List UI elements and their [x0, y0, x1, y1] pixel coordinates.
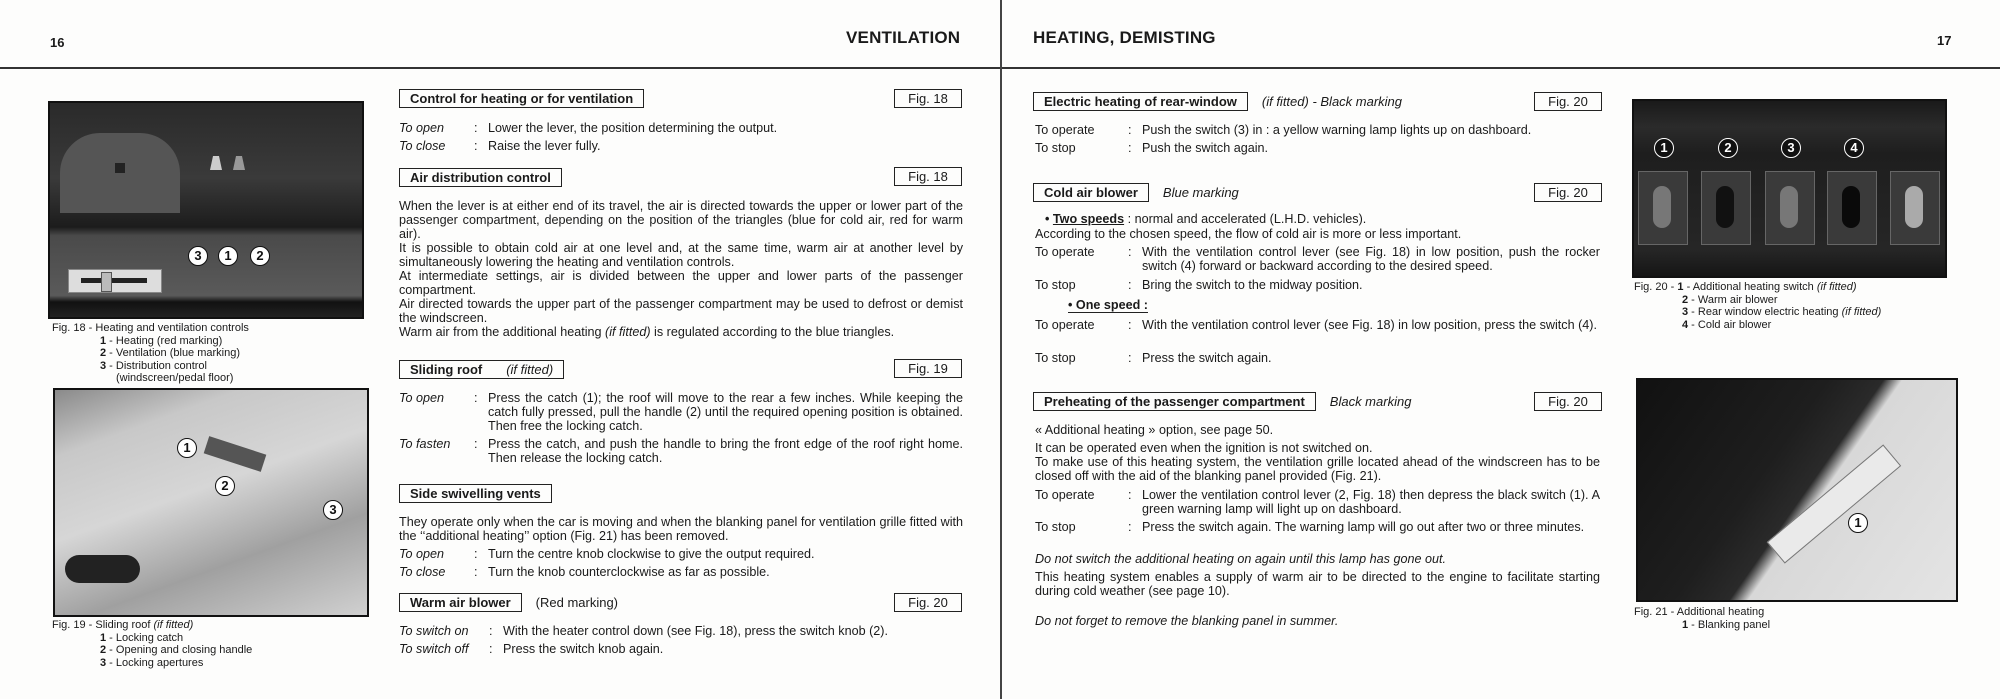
preheating-engine-note: This heating system enables a supply of warm air to be directed to the engine to facilitate starting during cold weather (see page 10).	[1035, 570, 1600, 598]
instruction-row: To operate : Push the switch (3) in : a yellow warning lamp lights up on dashboard.	[1035, 123, 1532, 137]
section-cold-blower-heading	[1033, 183, 1239, 202]
air-distribution-body: When the lever is at either end of its travel, the air is directed towards the upper or lower part of the passenger compartment, depending on the position of the triangles (blue for cold air, red for warm air). It is possible to obtain cold air at one level and, at the same time, warm air at another level by simultaneously lowering the heating and ventilation controls. At intermediate settings, air is divided between the upper and lower parts of the passenger compartment. Air directed towards the upper part of the passenger compartment may be used to defrost or demist the windscreen. Warm air from the additional heating (if fitted) is regulated according to the blue triangles.	[399, 199, 963, 339]
instruction-row: To open : Turn the centre knob clockwise to give the output required.	[399, 547, 815, 561]
section-title: Warm air blower	[399, 593, 522, 612]
fig18-caption-item: 1 - Heating (red marking)	[100, 334, 223, 347]
distribution-slider	[68, 269, 162, 293]
fig-reference: Fig. 20	[1534, 92, 1602, 111]
left-header-rule	[0, 67, 1000, 69]
section-control-heading	[399, 89, 644, 108]
instruction-row: To stop : Push the switch again.	[1035, 141, 1269, 155]
fig20-callout: 1	[1654, 138, 1674, 158]
instruction-row: To switch off : Press the switch knob again.	[399, 642, 664, 656]
fig19-callout: 3	[323, 500, 343, 520]
fig21-callout: 1	[1848, 513, 1868, 533]
preheating-body: It can be operated even when the ignition is not switched on. To make use of this heating system, the ventilation grille located ahead of the windscreen has to be closed off with the aid of the blanking panel provided (Fig. 21).	[1035, 441, 1600, 483]
section-title: Preheating of the passenger compartment	[1033, 392, 1316, 411]
fig20-caption: Fig. 20 - 1 - Additional heating switch (if fitted) 2 - Warm air blower 3 - Rear window electric heating (if fitted) 4 - Cold air blower	[1634, 281, 1882, 331]
one-speed-bullet: • One speed :	[1068, 298, 1149, 312]
left-page-number: 16	[50, 35, 65, 50]
fig-reference: Fig. 19	[894, 359, 962, 378]
section-title: Control for heating or for ventilation	[399, 89, 644, 108]
fig-reference: Fig. 18	[894, 167, 962, 186]
fig20-callout: 2	[1718, 138, 1738, 158]
fig-reference: Fig. 20	[1534, 183, 1602, 202]
left-running-title: VENTILATION	[846, 28, 961, 47]
fig18-caption-item: (windscreen/pedal floor)	[116, 372, 234, 384]
marking-note: Blue marking	[1162, 185, 1239, 200]
fig18-caption	[52, 322, 249, 385]
fan-symbol-icon	[115, 163, 125, 173]
dash-vent-housing	[60, 133, 180, 213]
preheating-option-line: « Additional heating » option, see page 50.	[1035, 423, 1274, 437]
marking-note: (Red marking)	[535, 595, 619, 610]
fig18-callout: 2	[250, 246, 270, 266]
warm-air-blower-switch	[1701, 171, 1751, 245]
preheating-summer-warning: Do not forget to remove the blanking panel in summer.	[1035, 614, 1339, 628]
instruction-row: To stop : Bring the switch to the midway position.	[1035, 278, 1363, 292]
marking-note: Black marking	[1329, 394, 1412, 409]
fig19-callout: 1	[177, 438, 197, 458]
fig18-dashboard-photo	[48, 101, 364, 319]
fig18-caption-title: Fig. 18 - Heating and ventilation controls	[52, 322, 249, 334]
two-speeds-bullet: • Two speeds : normal and accelerated (L.H.D. vehicles).	[1045, 212, 1367, 226]
fig20-caption-item: 2 - Warm air blower	[1682, 293, 1778, 306]
fig21-caption-item: 1 - Blanking panel	[1682, 618, 1771, 631]
fig-reference: Fig. 18	[894, 89, 962, 108]
section-title: Side swivelling vents	[399, 484, 552, 503]
fig-reference: Fig. 20	[894, 593, 962, 612]
section-air-distribution-heading	[399, 168, 562, 187]
section-title: Cold air blower	[1033, 183, 1149, 202]
fig20-callout: 3	[1781, 138, 1801, 158]
fig20-callout: 4	[1844, 138, 1864, 158]
instruction-row: To operate : With the ventilation control lever (see Fig. 18) in low position, push the rocker switch (4) forward or backward according to the desired speed.	[1035, 245, 1600, 273]
fig18-caption-item: 3 - Distribution control	[100, 359, 207, 372]
section-sliding-roof-heading	[399, 360, 564, 379]
section-title: Sliding roof (if fitted)	[399, 360, 564, 379]
fig18-callout: 1	[218, 246, 238, 266]
instruction-row: To stop : Press the switch again.	[1035, 351, 1272, 365]
cold-air-blower-switch	[1827, 171, 1877, 245]
cold-blower-body: According to the chosen speed, the flow of cold air is more or less important.	[1035, 227, 1462, 241]
instruction-row: To open : Lower the lever, the position determining the output.	[399, 121, 778, 135]
marking-note: (if fitted) - Black marking	[1261, 94, 1403, 109]
fig19-caption-title: Fig. 19 - Sliding roof (if fitted)	[52, 619, 194, 631]
right-page-number: 17	[1937, 33, 1952, 48]
section-preheating-heading	[1033, 392, 1411, 411]
fig20-switch-panel-photo	[1632, 99, 1947, 278]
fig20-caption-item: 4 - Cold air blower	[1682, 318, 1772, 331]
fig19-caption-item: 2 - Opening and closing handle	[100, 644, 253, 656]
section-warm-blower-heading	[399, 593, 618, 612]
fig18-callout: 3	[188, 246, 208, 266]
fig-reference: Fig. 20	[1534, 392, 1602, 411]
roof-handle	[204, 436, 267, 472]
instruction-row: To operate : Lower the ventilation control lever (2, Fig. 18) then depress the black switch (1). A green warning lamp will light up on dashboard.	[1035, 488, 1600, 516]
fig19-sliding-roof-photo	[53, 388, 369, 617]
right-header-rule	[1002, 67, 2000, 69]
instruction-row: To close : Raise the lever fully.	[399, 139, 601, 153]
fig19-callout: 2	[215, 476, 235, 496]
instruction-row: To close : Turn the knob counterclockwise as far as possible.	[399, 565, 770, 579]
instruction-row: To operate : With the ventilation control lever (see Fig. 18) in low position, press the switch (4).	[1035, 318, 1597, 332]
fig19-caption-item: 1 - Locking catch	[100, 631, 184, 644]
heating-lever	[210, 156, 222, 170]
fig19-caption	[52, 619, 252, 669]
instruction-row: To stop : Press the switch again. The warning lamp will go out after two or three minutes.	[1035, 520, 1585, 534]
rear-window-heating-switch	[1765, 171, 1815, 245]
rear-view-mirror	[65, 555, 140, 583]
additional-heating-switch	[1638, 171, 1688, 245]
fig20-caption-item: 3 - Rear window electric heating (if fitted)	[1682, 306, 1882, 318]
section-title: Electric heating of rear-window	[1033, 92, 1248, 111]
fig21-blanking-panel-photo	[1636, 378, 1958, 602]
fig19-caption-item: 3 - Locking apertures	[100, 656, 204, 669]
page-gutter-divider	[1000, 0, 1002, 699]
fig18-caption-item: 2 - Ventilation (blue marking)	[100, 347, 241, 359]
blanking-panel	[1767, 444, 1901, 563]
section-side-vents-heading	[399, 484, 552, 503]
preheating-warning: Do not switch the additional heating on again until this lamp has gone out.	[1035, 552, 1446, 566]
right-running-title: HEATING, DEMISTING	[1033, 28, 1216, 47]
ventilation-lever	[233, 156, 245, 170]
section-rear-window-heading	[1033, 92, 1402, 111]
instruction-row: To switch on : With the heater control down (see Fig. 18), press the switch knob (2).	[399, 624, 888, 638]
hazard-switch	[1890, 171, 1940, 245]
instruction-row: To open : Press the catch (1); the roof will move to the rear a few inches. While keeping the catch fully pressed, pull the handle (2) until the required opening position is obtained. Then free the locking catch.	[399, 391, 963, 433]
fig21-caption-title: Fig. 21 - Additional heating	[1634, 606, 1765, 618]
fig21-caption	[1634, 606, 1770, 631]
instruction-row: To fasten : Press the catch, and push the handle to bring the front edge of the roof right home. Then release the locking catch.	[399, 437, 963, 465]
side-vents-body: They operate only when the car is moving and when the blanking panel for ventilation grille fitted with the ‘‘additional heating’’ option (Fig. 21) has been removed.	[399, 515, 963, 543]
section-title: Air distribution control	[399, 168, 562, 187]
